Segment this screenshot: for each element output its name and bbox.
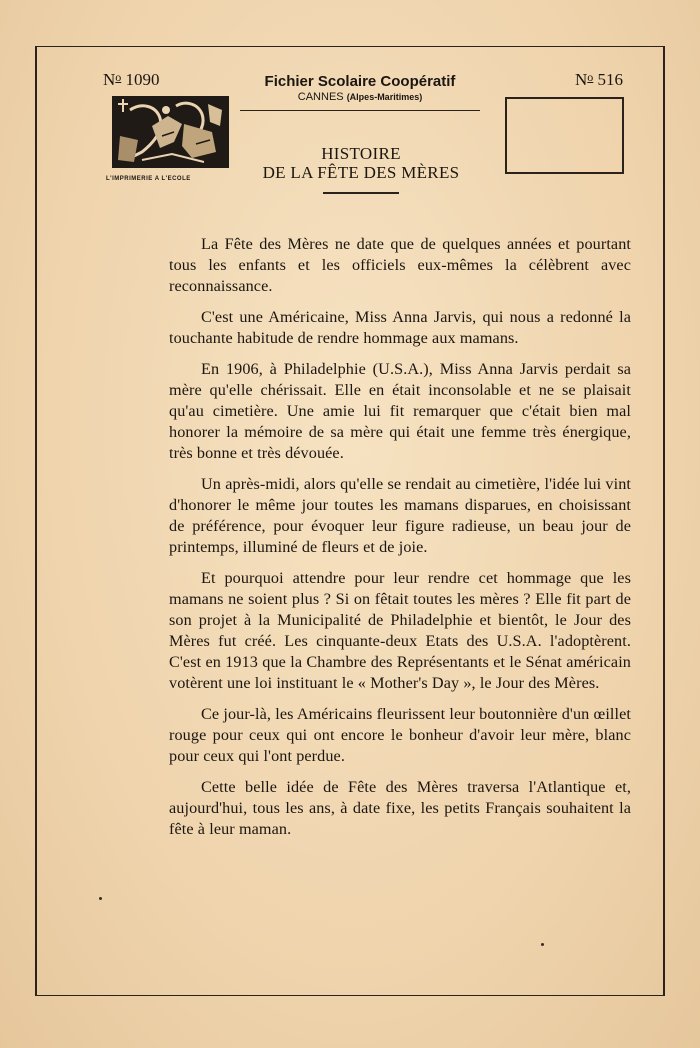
paragraph: Un après-midi, alors qu'elle se rendait au cimetière, l'idée lui vint d'honorer le même jour toutes les mamans disparues, en choisissant de préférence, pour évoquer leur figure radieuse, un beau jour de printemps, illuminé de fleurs et de joie. [169, 475, 631, 556]
paragraph: Et pourquoi attendre pour leur rendre cet hommage que les mamans ne soient plus ? Si on fêtait toutes les mères ? Elle fit part de son projet à la Municipalité de Philadelphie et bientôt, le Jour des Mères fut créé. Les cinquante-deux Etats des U.S.A. l'adoptèrent. C'est en 1913 que la Chambre des Représentants et le Sénat américain votèrent une loi instituant le « Mother's Day », le Jour des Mères. [169, 569, 631, 692]
city-name: CANNES [297, 91, 344, 103]
card-number-right [575, 70, 623, 90]
number-prefix: N [103, 70, 116, 89]
logo-caption: L'IMPRIMERIE A L'ECOLE [106, 176, 191, 182]
empty-stamp-box [505, 97, 624, 174]
region-name: (Alpes-Maritimes) [346, 92, 423, 102]
organization-name: Fichier Scolaire Coopératif [264, 73, 456, 90]
header-rule [240, 110, 480, 111]
number-prefix: N [575, 70, 588, 89]
city-line [240, 91, 480, 103]
number-superscript: o [115, 70, 122, 84]
article-body [169, 234, 631, 850]
paragraph: Cette belle idée de Fête des Mères traversa l'Atlantique et, aujourd'hui, tous les ans, à date fixe, les petits Français souhaitent la fête à leur maman. [169, 778, 631, 838]
card-number-left [103, 70, 160, 90]
paragraph: La Fête des Mères ne date que de quelques années et pourtant tous les enfants et les officiels eux-mêmes la célèbrent avec reconnaissance. [169, 235, 631, 295]
paper-speck [541, 943, 544, 946]
number-value: 1090 [121, 70, 160, 89]
title-line-1: HISTOIRE [321, 144, 401, 163]
number-value: 516 [593, 70, 624, 89]
title-line-2: DE LA FÊTE DES MÈRES [262, 163, 460, 182]
title-underline [323, 192, 399, 194]
paper-speck [99, 897, 102, 900]
number-superscript: o [587, 70, 594, 84]
woodcut-logo-image [112, 96, 229, 168]
paragraph: En 1906, à Philadelphie (U.S.A.), Miss Anna Jarvis perdait sa mère qu'elle chérissait. Elle en était inconsolable et ne se plaisait qu'au cimetière. Une amie lui fit remarquer que c'était bien mal honorer la mémoire de sa mère qui était une femme très énergique, très bonne et très dévouée. [169, 360, 631, 462]
paragraph: C'est une Américaine, Miss Anna Jarvis, qui nous a redonné la touchante habitude de rendre hommage aux mamans. [169, 308, 631, 347]
paragraph: Ce jour-là, les Américains fleurissent leur boutonnière d'un œillet rouge pour ceux qui ont encore le bonheur d'avoir leur mère, blanc pour ceux qui l'ont perdue. [169, 705, 631, 765]
